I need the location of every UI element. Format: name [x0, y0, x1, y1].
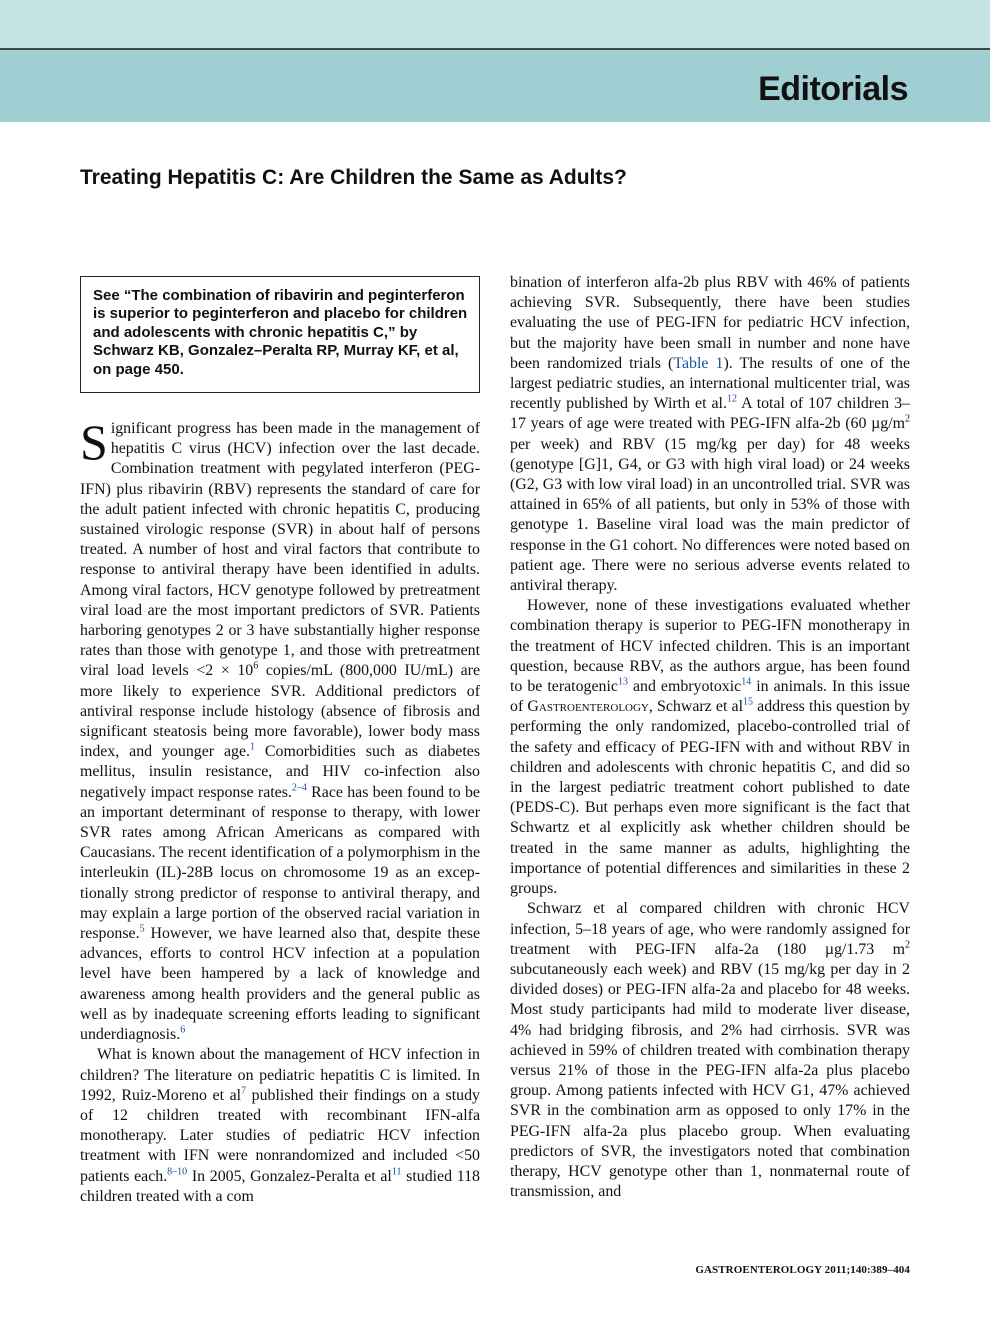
- reference-link[interactable]: 15: [743, 696, 753, 708]
- reference-link[interactable]: 1: [250, 741, 256, 753]
- reference-link[interactable]: 5: [139, 923, 145, 935]
- table-1-link[interactable]: Table 1: [673, 354, 724, 372]
- paragraph-4: Schwarz et al compared children with chronic HCV infection, 5–18 years of age, who were randomly assigned for treatment with PEG-IFN alfa-2a (180 µg/1.73 $m^2$ subcutaneously each week) and RBV (15 mg/kg per day in 2 divided doses) or PEG-IFN alfa-2a and placebo for 48 weeks. Most study participants had mild to moderate liver disease, 4% had bridging fibrosis, and 2% had cirrhosis. SVR was achieved in 59% of children treated with combination therapy versus 21% of those in the PEG-IFN alfa-2a plus placebo group. Among patients infected with HCV G1, 47% achieved SVR in the combination arm as opposed to only 17% in the PEG-IFN alfa-2a plus placebo group. When evaluating predictors of SVR, the investigators noted that combination therapy, HCV genotype other than 1, nonmaternal route of transmission, and: [510, 900, 910, 1201]
- article-title: Treating Hepatitis C: Are Children the Same as Adults?: [80, 166, 627, 189]
- reference-link[interactable]: 14: [741, 676, 752, 688]
- reference-link[interactable]: 7: [241, 1085, 247, 1097]
- reference-link[interactable]: 13: [617, 676, 628, 688]
- reference-link[interactable]: 2–4: [291, 782, 307, 794]
- body-column-right: [510, 273, 910, 1202]
- body-column-left: [80, 414, 481, 1207]
- reference-link[interactable]: 8–10: [167, 1166, 188, 1178]
- drop-cap: S: [80, 414, 108, 470]
- reference-link[interactable]: 11: [391, 1166, 402, 1178]
- see-also-box: [80, 276, 480, 393]
- reference-link[interactable]: 12: [726, 393, 737, 405]
- header-band-light: [0, 0, 990, 48]
- journal-name: Gastroenterology: [527, 698, 649, 716]
- see-also-text: See “The combination of ribavirin and peginterferon is superior to peginterferon and placebo for children and adolescents with chronic hepatitis C,” by Schwarz KB, Gonzalez–Peralta RP, Murray KF, et al, on page 450.: [93, 287, 468, 378]
- paragraph-2: What is known about the management of HCV infection in children? The literature on pediatric hepatitis C is limited. In 1992, Ruiz-Moreno et $al^7$ published their findings on a study of 12 children treated with recombinant IFN-alfa monotherapy. Later studies of pediatric HCV infection treatment with IFN were nonrandomized and included <50 patients each.$^{8-10}$ In 2005, Gonzalez-Peralta et $al^{11}$ studied 118 children treated with a com: [80, 1046, 480, 1205]
- paragraph-1: Significant progress has been made in the management of hepatitis C virus (HCV) infection over the last decade. Combination treatment with pegylated interferon (PEG-IFN) plus ribavirin (RBV) represents the standard of care for the adult patient infected with chronic hepatitis C, producing sustained virologic response (SVR) in about half of persons treated. A number of host and viral factors that contribute to response to antiviral therapy have been identified in adults. Among viral factors, HCV genotype followed by pretreatment viral load are the most important predictors of SVR. Patients harboring genotypes 2 or 3 have substantially higher response rates than those with genotype 1, and those with pretreatment viral load levels $<2 \times 10^6$ copies/mL (800,000 IU/mL) are more likely to experience SVR. Additional predictors of antiviral response include histology (absence of fibrosis and significant steatosis being more favorable), lower body mass index, and younger age.$^1$ Comorbidities such as diabetes mellitus, insulin resistance, and HIV co-infection also negatively impact response rates.$^{2-4}$ Race has been found to be an important determinant of response to therapy, with lower SVR rates among African Americans as compared with Caucasians. The recent identification of a polymorphism in the interleukin (IL)-28B locus on chromosome 19 as an exceptionally strong predictor of response to antiviral therapy, and may explain a large portion of the observed racial variation in response.$^5$ However, we have learned also that, despite these advances, efforts to control HCV infection at a population level have been hampered by a lack of knowledge and awareness among health providers and the general public as well as by inadequate screening efforts leading to significant underdiagnosis.$^6$: [80, 414, 481, 1044]
- reference-link[interactable]: 6: [180, 1024, 186, 1036]
- journal-citation-footer: GASTROENTEROLOGY 2011;140:389–404: [695, 1264, 910, 1276]
- paragraph-2-continued: bination of interferon alfa-2b plus RBV with 46% of patients achieving SVR. Subsequently, there have been studies evaluating the use of PEG-IFN for pediatric HCV infection, but the majority have been small in number and none have been randomized trials (Table 1). The results of one of the largest pediatric studies, an international multicenter trial, was recently published by Wirth et al.$^{12}$ A total of 107 children 3–17 years of age were treated with PEG-IFN alfa-2b (60 $\mu g/m^2$ per week) and RBV (15 mg/kg per day) for 48 weeks (genotype [G]1, G4, or G3 with high viral load) or 24 weeks (G2, G3 with low viral load) in an uncontrolled trial. SVR was attained in 65% of all patients, but only in 53% of those with genotype 1. Baseline viral load was the main predictor of response in the G1 cohort. No differences were noted based on patient age. There were no serious adverse events related to antiviral therapy.: [510, 274, 910, 595]
- paragraph-3: However, none of these investigations evaluated whether combination therapy is superior to PEG-IFN monotherapy in the treatment of HCV infected children. This is an important question, because RBV, as the authors argue, has been found to be teratogenic$^{13}$ and embryotoxic$^{14}$ in animals. In this issue of Gastroenterology, Schwarz et $al^{15}$ address this question by performing the only randomized, placebo-controlled trial of the safety and efficacy of PEG-IFN with and without RBV in children and adolescents with chronic hepatitis C, and did so in the largest pediatric treatment cohort published to date (PEDS-C). But perhaps even more significant is the fact that Schwartz et al explicitly ask whether children should be treated in the same manner as adults, highlighting the importance of potential differences and similarities in these 2 groups.: [510, 597, 910, 898]
- section-label: Editorials: [758, 70, 908, 108]
